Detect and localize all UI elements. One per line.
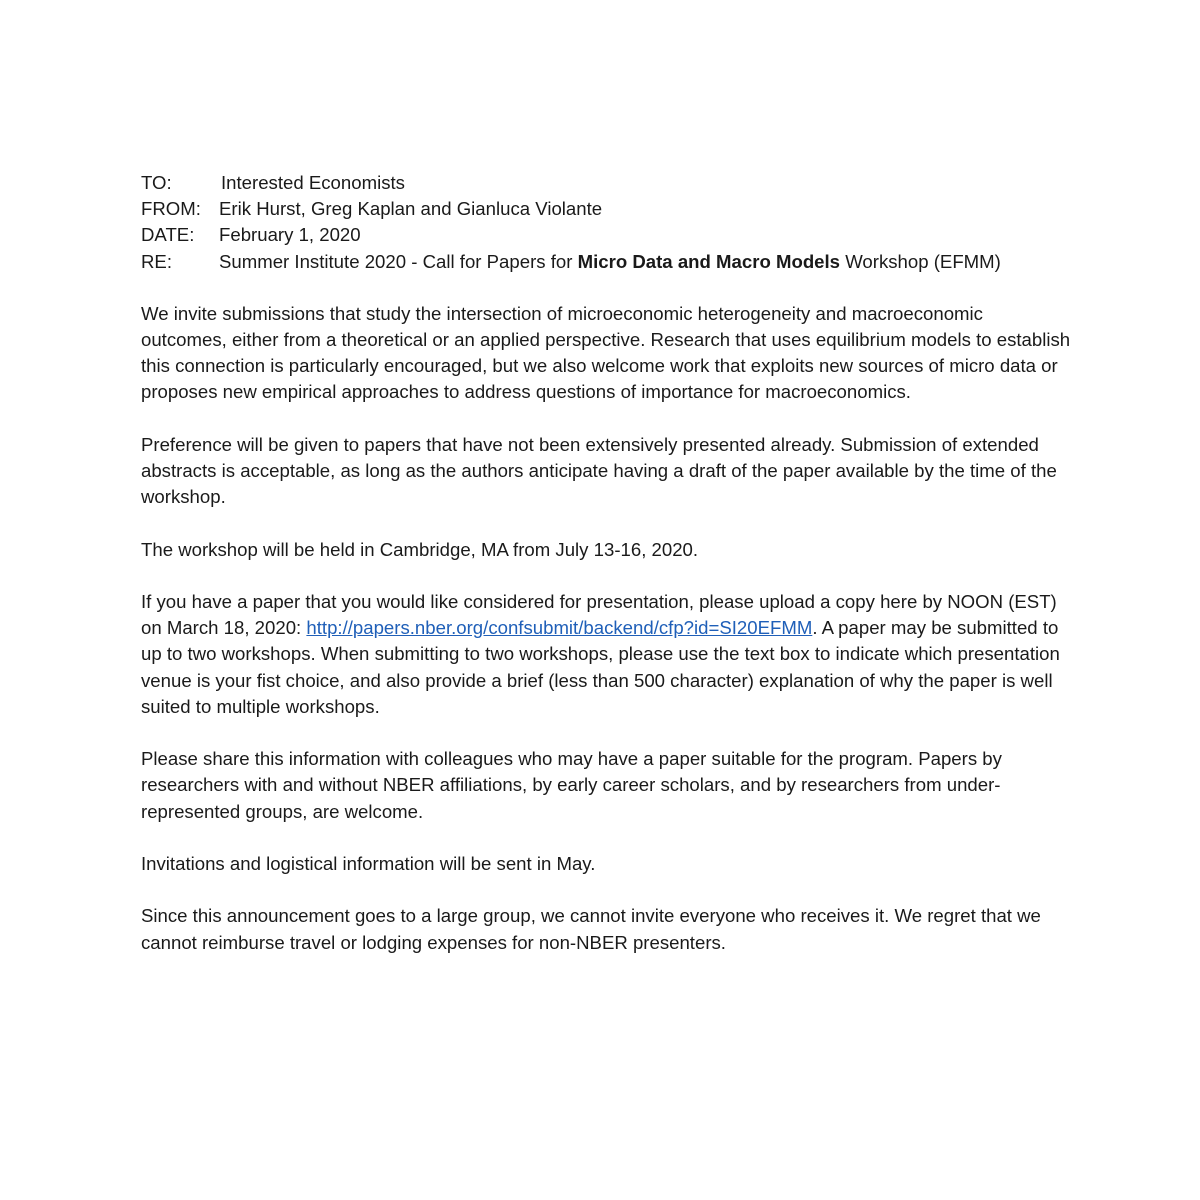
paragraph-regret: Since this announcement goes to a large group, we cannot invite everyone who receives it. We regret that we cannot reimburse travel or lodging expenses for non-NBER presenters. bbox=[141, 905, 1041, 953]
paragraph-share: Please share this information with colleagues who may have a paper suitable for the program. Papers by researchers with and without NBER affiliations, by early career scholars, and by researchers from under-represented groups, are welcome. bbox=[141, 748, 1002, 822]
submission-text-before: If you have a paper that you would like considered for presentation, please upload a copy here by NOON (EST) on March 18, 2020: bbox=[141, 591, 1057, 639]
re-value bbox=[219, 249, 1001, 275]
paragraph-preference: Preference will be given to papers that have not been extensively presented already. Submission of extended abstracts is acceptable, as long as the authors anticipate having a draft of the paper available by the time of the workshop. bbox=[141, 433, 1057, 508]
re-suffix: Workshop (EFMM) bbox=[840, 250, 1001, 272]
paragraph-submission bbox=[141, 589, 1071, 720]
paragraph-invitations: Invitations and logistical information will be sent in May. bbox=[141, 853, 596, 874]
date-label: DATE: bbox=[141, 224, 195, 246]
to-value: Interested Economists bbox=[221, 172, 405, 193]
re-workshop-name: Micro Data and Macro Models bbox=[577, 250, 841, 272]
memo-document bbox=[141, 170, 1071, 982]
from-value: Erik Hurst, Greg Kaplan and Gianluca Violante bbox=[219, 198, 603, 220]
from-label: FROM: bbox=[141, 198, 201, 220]
paragraph-invitation: We invite submissions that study the intersection of microeconomic heterogeneity and macroeconomic outcomes, either from a theoretical or an applied perspective. Research that uses equilibrium models to establish this connection is particularly encouraged, but we also welcome work that exploits new sources of micro data or proposes new empirical approaches to address questions of importance for macroeconomics. bbox=[141, 302, 1071, 403]
memo-to-row bbox=[141, 170, 1071, 196]
submission-link[interactable]: http://papers.nber.org/confsubmit/backend/cfp?id=SI20EFMM bbox=[306, 617, 813, 639]
re-prefix: Summer Institute 2020 - Call for Papers for bbox=[219, 250, 578, 272]
memo-header bbox=[141, 170, 1071, 275]
memo-re-row bbox=[141, 249, 1071, 275]
submission-text-after: . A paper may be submitted to up to two workshops. When submitting to two workshops, please use the text box to indicate which presentation venue is your fist choice, and also provide a brief (less than 500 character) explanation of why the paper is well suited to multiple workshops. bbox=[141, 617, 1060, 717]
memo-date-row bbox=[141, 222, 1071, 248]
date-value: February 1, 2020 bbox=[219, 224, 361, 246]
paragraph-location: The workshop will be held in Cambridge, MA from July 13-16, 2020. bbox=[141, 538, 699, 560]
memo-from-row bbox=[141, 196, 1071, 222]
to-label: TO: bbox=[141, 172, 172, 193]
re-label: RE: bbox=[141, 250, 172, 272]
